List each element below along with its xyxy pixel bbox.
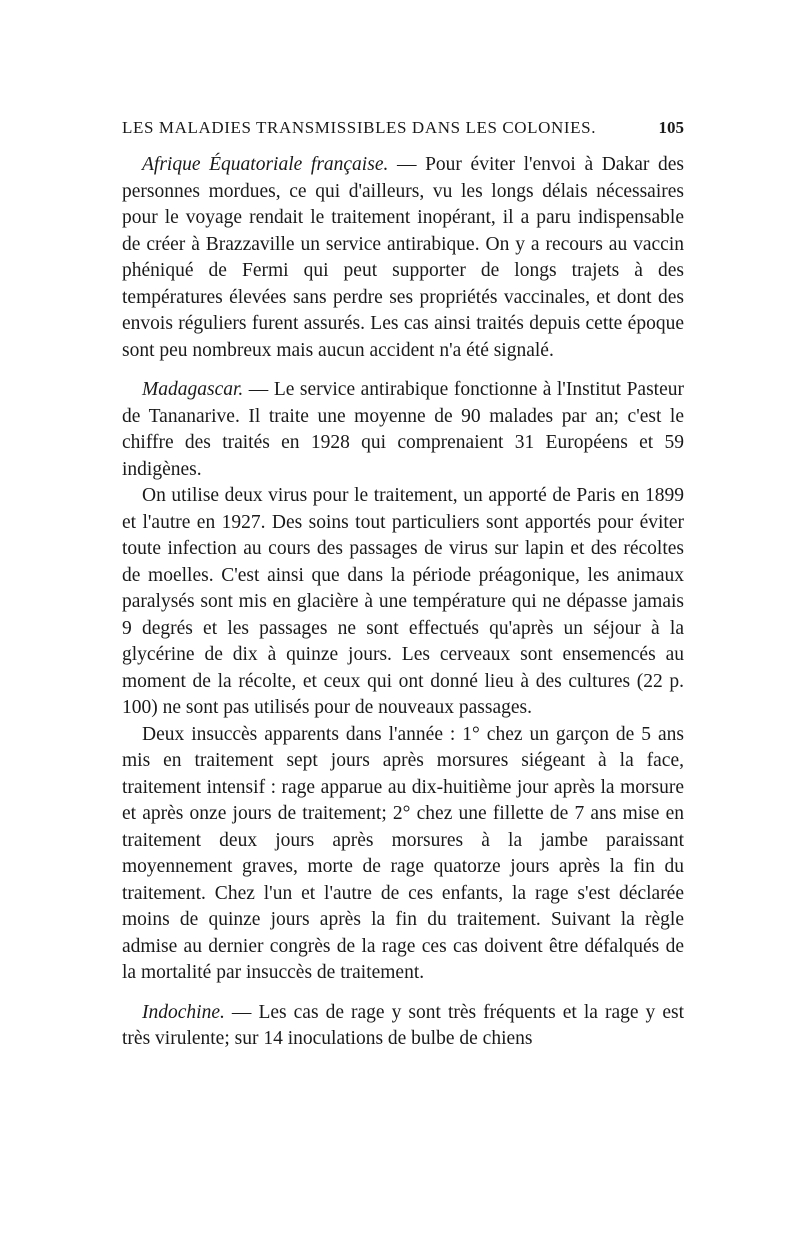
paragraph-text: On utilise deux virus pour le traitement, un apporté de Paris en 1899 et l'autre en 1927. Des soins tout particuliers sont apportés pour éviter toute infection au cours des passages de virus sur lapin et des récoltes de moelles. C'est ainsi que dans la période préagonique, les animaux paralysés sont mis en glacière à une température qui ne dépasse jamais 9 degrés et les passages ne sont effectués qu'après un séjour à la glycérine de dix à quinze jours. Les cerveaux sont ensemencés au moment de la récolte, et ceux qui ont donné lieu à des cultures (22 p. 100) ne sont pas utilisés pour de nouveaux passages. [122, 485, 684, 718]
paragraph-indochine [122, 1000, 684, 1053]
section-heading-indochine: Indochine. [142, 1001, 225, 1023]
paragraph-insucces [122, 722, 684, 987]
paragraph-afrique-equatoriale [122, 152, 684, 364]
paragraph-virus [122, 483, 684, 722]
running-head [122, 118, 684, 138]
paragraph-madagascar [122, 377, 684, 483]
paragraph-text: — Pour éviter l'envoi à Dakar des personnes mordues, ce qui d'ailleurs, vu les longs délais nécessaires pour le voyage rendait le traitement inopérant, il a paru indispensable de créer à Brazzaville un service antirabique. On y a recours au vaccin phéniqué de Fermi qui peut supporter de longs trajets à des températures élevées sans perdre ses propriétés vaccinales, et dont des envois réguliers furent assurés. Les cas ainsi traités depuis cette époque sont peu nombreux mais aucun accident n'a été signalé. [122, 154, 684, 361]
paragraph-text: — Le service antirabique fonctionne à l'Institut Pasteur de Tananarive. Il traite une moyenne de 90 malades par an; c'est le chiffre des traités en 1928 qui comprenaient 31 Européens et 59 indigènes. [122, 379, 684, 480]
running-head-title: LES MALADIES TRANSMISSIBLES DANS LES COLONIES. [122, 118, 597, 137]
body-text [122, 152, 684, 1053]
section-heading-madagascar: Madagascar. [142, 379, 244, 400]
paragraph-text: — Les cas de rage y sont très fréquents et la rage y est très virulente; sur 14 inoculations de bulbe de chiens [122, 1001, 684, 1049]
page-number: 105 [658, 118, 684, 137]
section-heading-afrique-equatoriale: Afrique Équatoriale française. [142, 154, 389, 175]
paragraph-text: Deux insuccès apparents dans l'année : 1° chez un garçon de 5 ans mis en traitement sept jours après morsures siégeant à la face, traitement intensif : rage apparue au dix-huitième jour après la morsure et après onze jours de traitement; 2° chez une fillette de 7 ans mise en traitement deux jours après morsures à la jambe paraissant moyennement graves, morte de rage quatorze jours après la fin du traitement. Chez l'un et l'autre de ces enfants, la rage s'est déclarée moins de quinze jours après la fin du traitement. Suivant la règle admise au dernier congrès de la rage ces cas doivent être défalqués de la mortalité par insuccès de traitement. [122, 723, 684, 983]
